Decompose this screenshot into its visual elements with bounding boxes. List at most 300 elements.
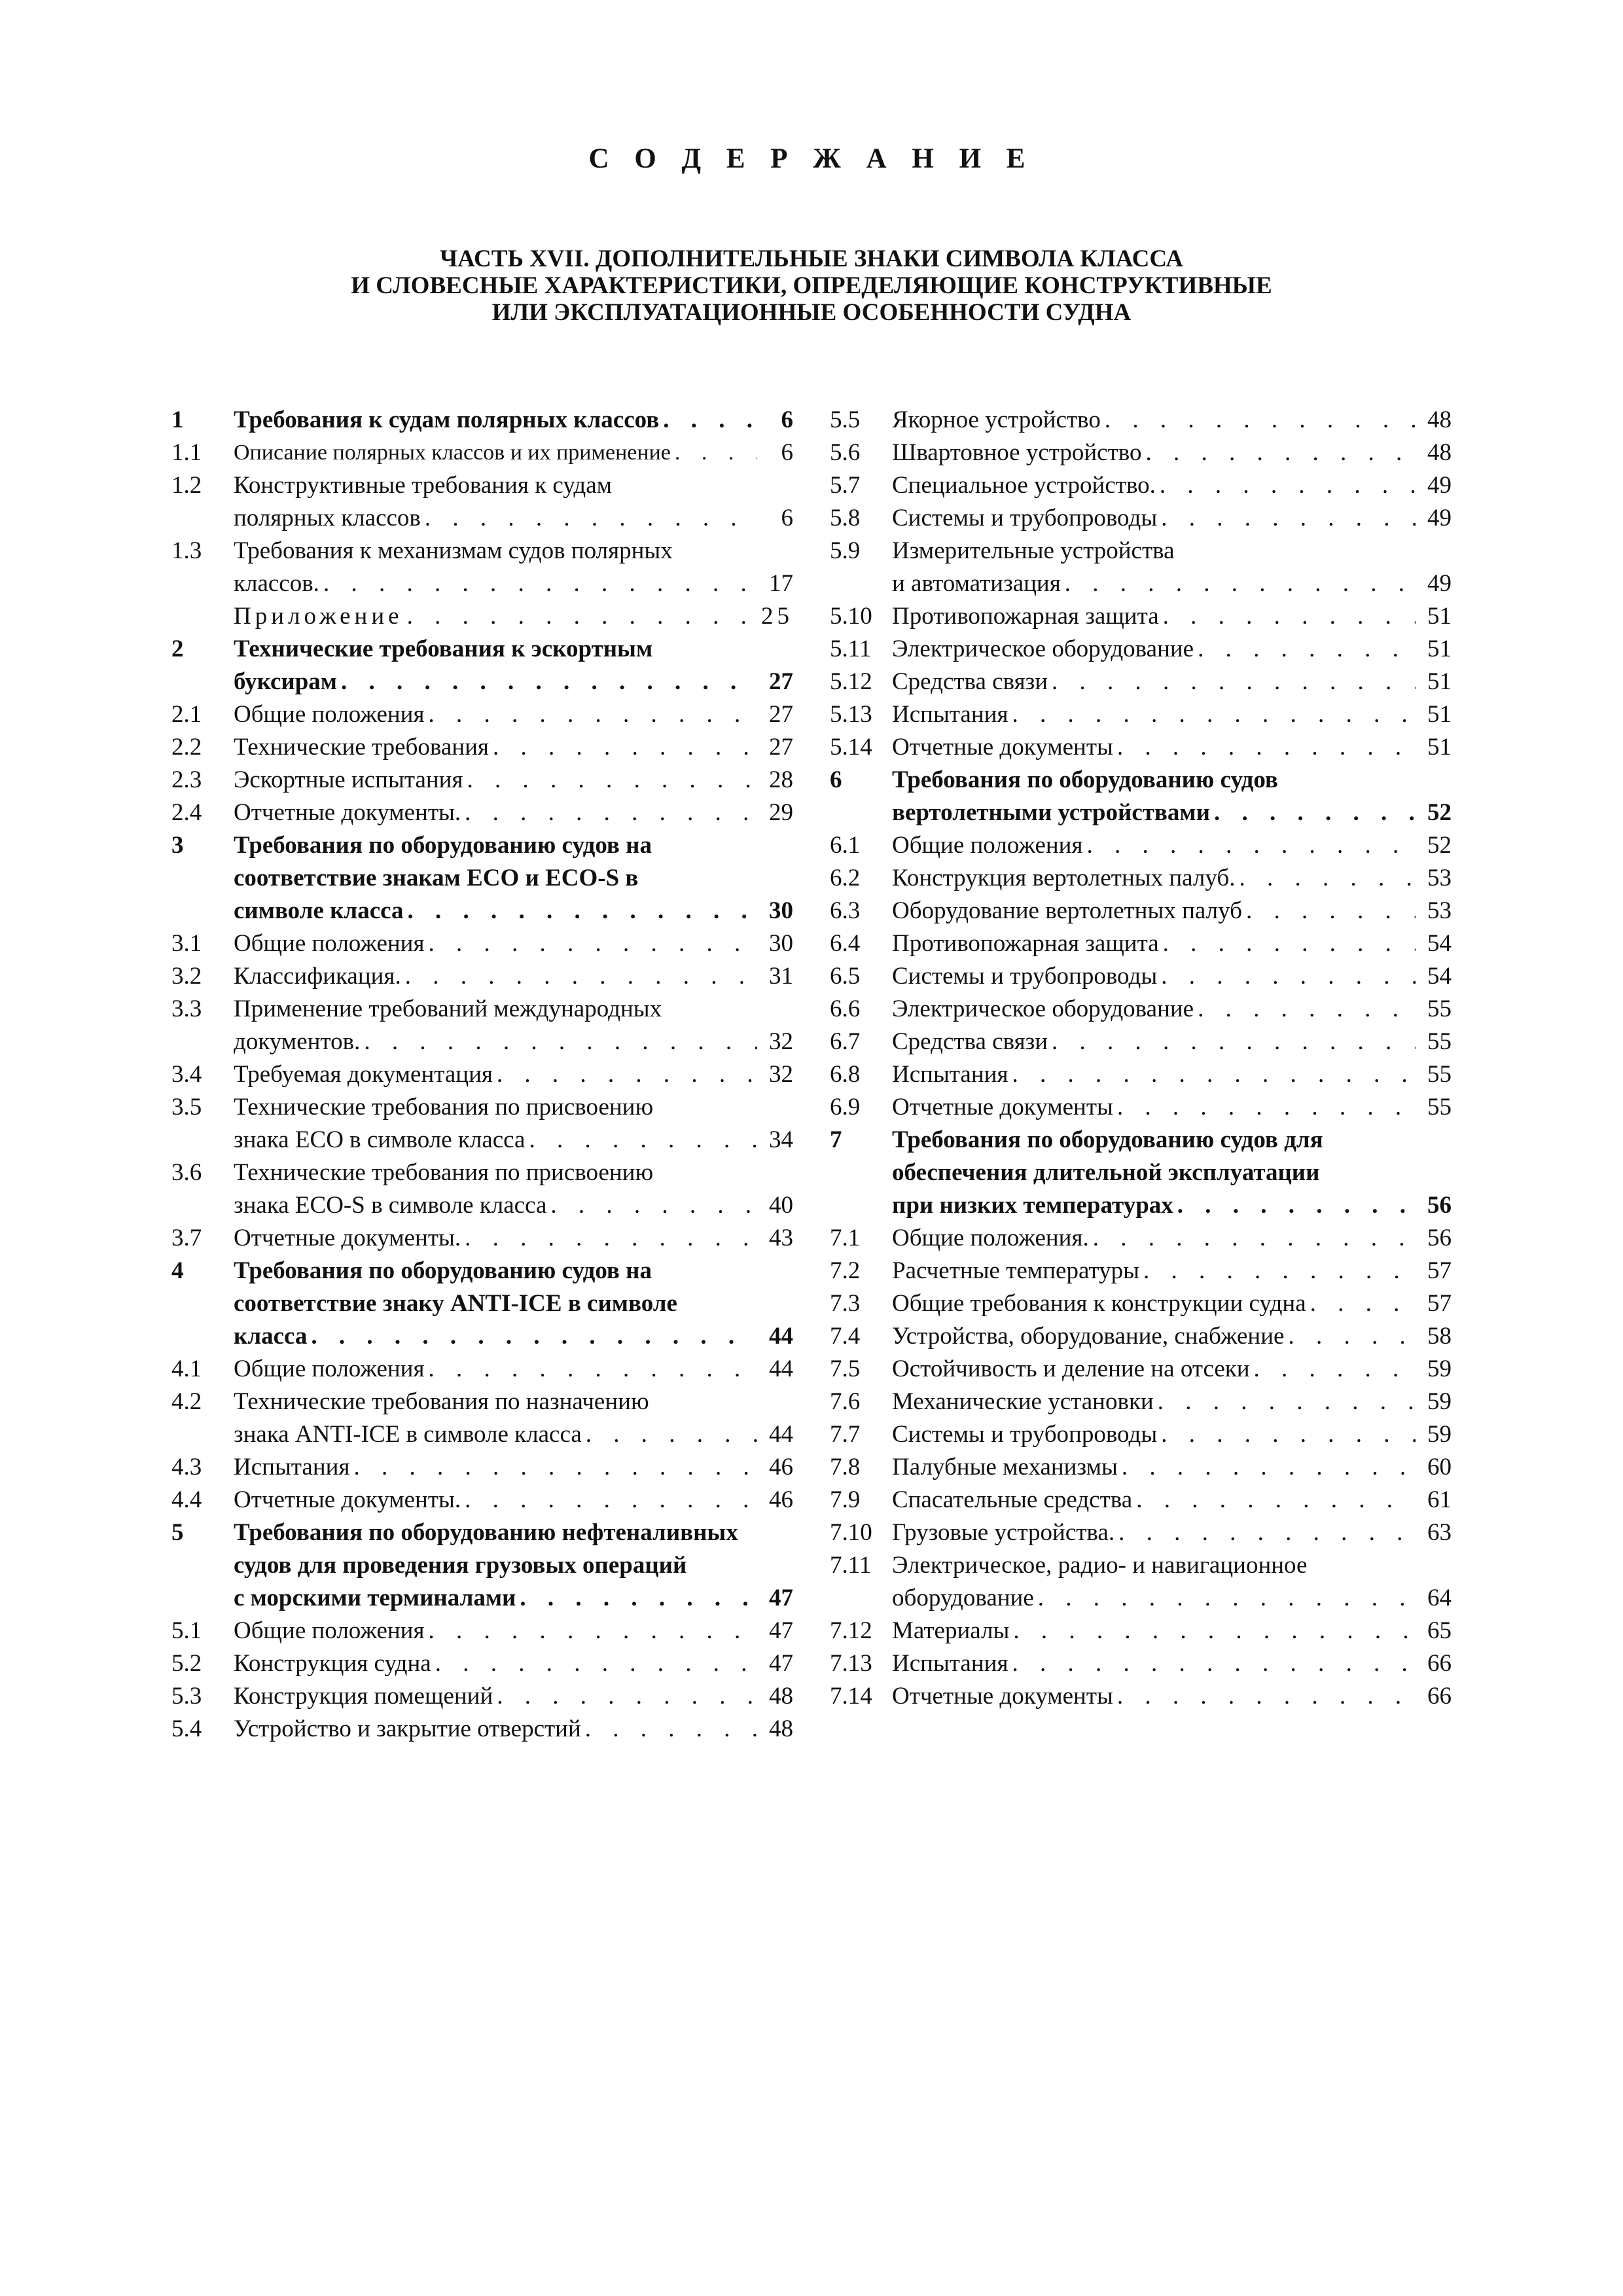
toc-entry-title: Конструктивные требования к судам <box>234 472 613 499</box>
toc-entry-title: Требования по оборудованию нефтеналивных <box>234 1519 738 1546</box>
toc-entry-title: Специальное устройство. <box>892 472 1156 499</box>
toc-entry-page: 32 <box>769 1028 793 1055</box>
toc-entry-title: Общие положения <box>234 1355 425 1382</box>
toc-entry[interactable] <box>830 437 1452 469</box>
toc-entry-page: 30 <box>769 897 793 924</box>
toc-entry[interactable] <box>830 1222 1452 1255</box>
toc-entry-title: Требования по оборудованию судов <box>892 766 1278 793</box>
toc-entry-number: 7.7 <box>830 1421 861 1448</box>
toc-dot-leader <box>1250 1353 1416 1386</box>
toc-dot-leader <box>493 1680 757 1713</box>
toc-entry-page: 47 <box>769 1650 793 1677</box>
toc-entry-title: Требования по оборудованию судов на <box>234 1257 652 1284</box>
toc-entry[interactable] <box>830 1680 1452 1713</box>
toc-entry-number: 6.6 <box>830 996 861 1022</box>
toc-entry-title: знака ECO в символе класса <box>234 1126 526 1153</box>
toc-entry-page: 55 <box>1427 1028 1452 1055</box>
toc-entry[interactable] <box>830 1320 1452 1353</box>
toc-entry-number: 5.12 <box>830 668 872 695</box>
toc-entry-title: Якорное устройство <box>892 406 1101 433</box>
toc-dot-leader <box>463 764 757 797</box>
toc-entry-page: 44 <box>769 1355 793 1382</box>
toc-entry-number: 3.7 <box>171 1225 202 1251</box>
toc-entry-title: Общие положения <box>234 930 425 957</box>
toc-dot-leader <box>671 437 757 469</box>
toc-entry[interactable] <box>171 1516 793 1615</box>
toc-entry-title: соответствие знакам ECO и ECO-S в <box>234 865 639 891</box>
toc-entry-page: 56 <box>1427 1192 1452 1219</box>
toc-entry-title: Конструкция судна <box>234 1650 431 1677</box>
toc-dot-leader <box>431 1647 757 1680</box>
toc-entry-title: Отчетные документы <box>892 1683 1113 1710</box>
toc-dot-leader <box>1159 927 1416 960</box>
toc-entry-number: 5.6 <box>830 439 861 466</box>
toc-dot-leader <box>307 1320 757 1353</box>
toc-dot-leader <box>525 1124 757 1157</box>
toc-entry-title: Противопожарная защита <box>892 603 1159 630</box>
toc-entry-title: Отчетные документы. <box>234 1225 461 1251</box>
toc-entry[interactable] <box>830 1353 1452 1386</box>
toc-entry-number: 2 <box>171 636 184 662</box>
toc-dot-leader <box>403 600 757 633</box>
toc-dot-leader <box>421 502 757 535</box>
toc-entry-number: 1.1 <box>171 439 202 466</box>
toc-dot-leader <box>1284 1320 1416 1353</box>
toc-entry-number: 6.5 <box>830 963 861 990</box>
toc-entry[interactable] <box>171 1680 793 1713</box>
toc-dot-leader <box>582 1418 757 1451</box>
toc-entry-title: Системы и трубопроводы <box>892 505 1158 531</box>
toc-entry-page: 51 <box>1427 734 1452 761</box>
toc-entry-page: 58 <box>1427 1323 1452 1350</box>
toc-entry[interactable] <box>830 862 1452 895</box>
toc-entry[interactable] <box>171 797 793 829</box>
toc-dot-leader <box>319 567 757 600</box>
toc-entry[interactable] <box>171 1647 793 1680</box>
toc-entry-title: судов для проведения грузовых операций <box>234 1552 687 1579</box>
toc-entry-page: 53 <box>1427 897 1452 924</box>
toc-entry-page: 65 <box>1427 1617 1452 1644</box>
toc-entry-title: Остойчивость и деление на отсеки <box>892 1355 1250 1382</box>
toc-entry-number: 7.2 <box>830 1257 861 1284</box>
toc-entry[interactable] <box>830 1418 1452 1451</box>
toc-entry-title: оборудование <box>892 1585 1034 1611</box>
toc-dot-leader <box>1115 1516 1416 1549</box>
toc-dot-leader <box>337 666 757 698</box>
toc-dot-leader <box>1194 993 1416 1026</box>
toc-dot-leader <box>1089 1222 1416 1255</box>
toc-entry-title: Технические требования к эскортным <box>234 636 653 662</box>
toc-entry-title: Средства связи <box>892 1028 1048 1055</box>
toc-entry-title: Электрическое оборудование <box>892 996 1194 1022</box>
toc-entry-number: 6.9 <box>830 1094 861 1121</box>
toc-entry-page: 55 <box>1427 996 1452 1022</box>
toc-entry-number: 5 <box>171 1519 184 1546</box>
toc-entry-title: Общие требования к конструкции судна <box>892 1290 1306 1317</box>
toc-entry-title: Конструкция помещений <box>234 1683 493 1710</box>
toc-entry[interactable] <box>830 1647 1452 1680</box>
toc-dot-leader <box>424 1615 757 1647</box>
toc-entry-title: Материалы <box>892 1617 1010 1644</box>
toc-entry-number: 5.4 <box>171 1715 202 1742</box>
toc-entry[interactable] <box>171 1451 793 1484</box>
toc-dot-leader <box>1141 437 1416 469</box>
toc-entry[interactable] <box>830 764 1452 829</box>
toc-entry[interactable] <box>171 927 793 960</box>
toc-dot-leader <box>1194 633 1416 666</box>
toc-entry-page: 27 <box>769 734 793 761</box>
toc-entry-title: Оборудование вертолетных палуб <box>892 897 1242 924</box>
toc-entry-number: 2.4 <box>171 799 202 826</box>
toc-entry[interactable] <box>830 1386 1452 1418</box>
toc-entry[interactable] <box>830 469 1452 502</box>
toc-entry[interactable] <box>171 1484 793 1516</box>
toc-entry-title: Общие положения <box>234 701 425 728</box>
toc-entry-title: Механические установки <box>892 1388 1154 1415</box>
toc-entry[interactable] <box>171 698 793 731</box>
toc-entry[interactable] <box>171 1222 793 1255</box>
toc-entry-page: 60 <box>1427 1454 1452 1480</box>
toc-entry-title: знака ANTI-ICE в символе класса <box>234 1421 582 1448</box>
toc-entry[interactable] <box>830 698 1452 731</box>
toc-entry-page: 51 <box>1427 668 1452 695</box>
toc-entry-title: вертолетными устройствами <box>892 799 1210 826</box>
toc-entry-number: 5.3 <box>171 1683 202 1710</box>
toc-entry-number: 5.1 <box>171 1617 202 1644</box>
toc-entry-title: Требуемая документация <box>234 1061 493 1088</box>
toc-entry-number: 5.10 <box>830 603 872 630</box>
toc-dot-leader <box>1306 1287 1416 1320</box>
toc-entry[interactable] <box>830 1026 1452 1058</box>
toc-entry[interactable] <box>830 895 1452 927</box>
toc-entry-page: 59 <box>1427 1355 1452 1382</box>
toc-entry-page: 46 <box>769 1454 793 1480</box>
toc-entry-number: 6.1 <box>830 832 861 859</box>
toc-column-left <box>171 404 793 1746</box>
toc-entry-page: 17 <box>769 570 793 597</box>
toc-entry[interactable] <box>171 1157 793 1222</box>
toc-entry-page: 48 <box>1427 406 1452 433</box>
toc-entry-page: 51 <box>1427 636 1452 662</box>
toc-dot-leader <box>401 960 757 993</box>
toc-entry-number: 4 <box>171 1257 184 1284</box>
toc-entry[interactable] <box>830 927 1452 960</box>
toc-entry[interactable] <box>830 535 1452 600</box>
toc-entry-number: 2.3 <box>171 766 202 793</box>
toc-entry-page: 57 <box>1427 1290 1452 1317</box>
toc-entry-number: 7.9 <box>830 1486 861 1513</box>
toc-entry-page: 49 <box>1427 505 1452 531</box>
toc-entry-page: 27 <box>769 668 793 695</box>
toc-entry-number: 5.8 <box>830 505 861 531</box>
toc-dot-leader <box>1157 502 1416 535</box>
toc-dot-leader <box>1210 797 1416 829</box>
toc-entry[interactable] <box>830 502 1452 535</box>
toc-entry-page: 6 <box>781 439 793 466</box>
toc-entry-page: 28 <box>769 766 793 793</box>
toc-entry[interactable] <box>171 469 793 535</box>
toc-entry[interactable] <box>171 535 793 600</box>
toc-entry[interactable] <box>830 404 1452 437</box>
toc-entry-page: 55 <box>1427 1094 1452 1121</box>
toc-entry[interactable] <box>830 633 1452 666</box>
toc-entry-number: 5.5 <box>830 406 861 433</box>
toc-dot-leader <box>493 1058 757 1091</box>
toc-entry[interactable] <box>830 1091 1452 1124</box>
toc-entry-title: Требования к механизмам судов полярных <box>234 537 673 564</box>
toc-entry-number: 5.9 <box>830 537 861 564</box>
toc-entry-page: 43 <box>769 1225 793 1251</box>
toc-entry-page: 56 <box>1427 1225 1452 1251</box>
toc-dot-leader <box>424 1353 757 1386</box>
toc-entry-page: 47 <box>769 1617 793 1644</box>
toc-dot-leader <box>1242 895 1416 927</box>
toc-dot-leader <box>1236 862 1416 895</box>
toc-entry-title: Отчетные документы. <box>234 1486 461 1513</box>
toc-dot-leader <box>1008 1647 1416 1680</box>
toc-entry-page: 59 <box>1427 1421 1452 1448</box>
toc-dot-leader <box>404 895 758 927</box>
toc-entry-number: 3.3 <box>171 996 202 1022</box>
toc-entry[interactable] <box>830 1484 1452 1516</box>
toc-entry-number: 3.5 <box>171 1094 202 1121</box>
toc-entry-title: Требования по оборудованию судов на <box>234 832 652 859</box>
toc-entry-number: 4.3 <box>171 1454 202 1480</box>
toc-entry-number: 6.2 <box>830 865 861 891</box>
toc-entry-number: 7.10 <box>830 1519 872 1546</box>
toc-entry-number: 1 <box>171 406 184 433</box>
toc-entry-page: 52 <box>1427 799 1452 826</box>
toc-entry-number: 2.2 <box>171 734 202 761</box>
toc-dot-leader <box>489 731 757 764</box>
toc-dot-leader <box>1061 567 1416 600</box>
toc-entry-number: 7.3 <box>830 1290 861 1317</box>
toc-dot-leader <box>461 1222 757 1255</box>
toc-entry-title: Отчетные документы <box>892 1094 1113 1121</box>
toc-entry-title: с морскими терминалами <box>234 1585 516 1611</box>
toc-entry[interactable] <box>171 764 793 797</box>
toc-entry-page: 25 <box>761 603 793 630</box>
toc-entry[interactable] <box>171 1386 793 1451</box>
toc-dot-leader <box>424 927 757 960</box>
toc-entry-title: и автоматизация <box>892 570 1061 597</box>
toc-entry-page: 40 <box>769 1192 793 1219</box>
toc-entry[interactable] <box>171 829 793 927</box>
toc-dot-leader <box>1113 1091 1416 1124</box>
toc-entry-page: 54 <box>1427 930 1452 957</box>
toc-dot-leader <box>1132 1484 1416 1516</box>
toc-entry-page: 31 <box>769 963 793 990</box>
toc-entry[interactable] <box>830 1516 1452 1549</box>
toc-entry-page: 51 <box>1427 603 1452 630</box>
toc-entry-number: 3.6 <box>171 1159 202 1186</box>
toc-entry-title: полярных классов <box>234 505 421 531</box>
toc-entry-number: 4.4 <box>171 1486 202 1513</box>
toc-entry-number: 3.1 <box>171 930 202 957</box>
toc-entry-number: 7.6 <box>830 1388 861 1415</box>
toc-dot-leader <box>1008 698 1416 731</box>
part-heading-line: ЧАСТЬ XVII. ДОПОЛНИТЕЛЬНЫЕ ЗНАКИ СИМВОЛА КЛАССА <box>440 245 1183 272</box>
toc-entry-title: Устройства, оборудование, снабжение <box>892 1323 1285 1350</box>
toc-dot-leader <box>1113 1680 1416 1713</box>
toc-entry-title: Грузовые устройства. <box>892 1519 1115 1546</box>
toc-entry-page: 6 <box>781 406 793 433</box>
toc-entry[interactable] <box>171 1615 793 1647</box>
toc-entry-number: 7.11 <box>830 1552 872 1579</box>
toc-entry-title: Средства связи <box>892 668 1048 695</box>
toc-dot-leader <box>546 1189 757 1222</box>
toc-entry[interactable] <box>171 1353 793 1386</box>
toc-dot-leader <box>1157 1418 1416 1451</box>
toc-entry-number: 3 <box>171 832 184 859</box>
toc-entry-title: Расчетные температуры <box>892 1257 1139 1284</box>
toc-entry-title: Испытания <box>892 701 1008 728</box>
toc-entry-number: 6 <box>830 766 842 793</box>
toc-entry[interactable] <box>171 633 793 698</box>
toc-entry-title: Испытания <box>892 1650 1008 1677</box>
toc-entry-title: Швартовное устройство <box>892 439 1142 466</box>
toc-dot-leader <box>424 698 757 731</box>
toc-entry[interactable] <box>830 600 1452 633</box>
toc-dot-leader <box>1113 731 1416 764</box>
toc-entry[interactable] <box>830 1615 1452 1647</box>
toc-entry-page: 32 <box>769 1061 793 1088</box>
toc-entry-number: 5.11 <box>830 636 872 662</box>
toc-entry-title: Отчетные документы <box>892 734 1113 761</box>
toc-entry-page: 64 <box>1427 1585 1452 1611</box>
part-heading <box>0 245 1623 326</box>
toc-entry-page: 66 <box>1427 1683 1452 1710</box>
toc-entry-title: Устройство и закрытие отверстий <box>234 1715 581 1742</box>
toc-entry-number: 7.12 <box>830 1617 872 1644</box>
toc-entry-title: Электрическое, радио- и навигационное <box>892 1552 1308 1579</box>
toc-entry[interactable] <box>171 1255 793 1353</box>
toc-entry-title: Применение требований международных <box>234 996 662 1022</box>
toc-dot-leader <box>1157 960 1416 993</box>
toc-entry-number: 7.5 <box>830 1355 861 1382</box>
toc-entry-number: 4.2 <box>171 1388 202 1415</box>
toc-entry-page: 49 <box>1427 570 1452 597</box>
toc-entry-number: 7.14 <box>830 1683 872 1710</box>
toc-entry-title: документов. <box>234 1028 361 1055</box>
toc-entry-page: 48 <box>1427 439 1452 466</box>
toc-entry-title: Описание полярных классов и их применение <box>234 440 671 465</box>
toc-entry-number: 7.13 <box>830 1650 872 1677</box>
toc-column-right <box>830 404 1452 1713</box>
toc-dot-leader <box>1139 1255 1416 1287</box>
toc-entry-page: 6 <box>781 505 793 531</box>
toc-entry-number: 5.13 <box>830 701 872 728</box>
toc-dot-leader <box>1048 666 1416 698</box>
toc-entry-number: 7.8 <box>830 1454 861 1480</box>
toc-entry-page: 59 <box>1427 1388 1452 1415</box>
toc-entry[interactable] <box>830 1124 1452 1222</box>
toc-entry-title: класса <box>234 1323 308 1350</box>
toc-entry-number: 3.2 <box>171 963 202 990</box>
toc-entry[interactable] <box>830 960 1452 993</box>
toc-entry-title: знака ECO-S в символе класса <box>234 1192 547 1219</box>
page-title: С О Д Е Р Ж А Н И Е <box>588 143 1035 174</box>
toc-entry-title: Общие положения <box>892 832 1083 859</box>
toc-entry-number: 6.4 <box>830 930 861 957</box>
toc-entry[interactable] <box>171 600 793 633</box>
toc-entry-number: 3.4 <box>171 1061 202 1088</box>
toc-entry-page: 27 <box>769 701 793 728</box>
toc-entry-number: 5.2 <box>171 1650 202 1677</box>
toc-entry-number: 6.7 <box>830 1028 861 1055</box>
toc-entry[interactable] <box>171 437 793 469</box>
toc-entry[interactable] <box>830 1255 1452 1287</box>
toc-entry[interactable] <box>830 666 1452 698</box>
toc-dot-leader <box>461 797 757 829</box>
toc-entry-title: Испытания <box>892 1061 1008 1088</box>
toc-entry-title: классов. <box>234 570 319 597</box>
toc-dot-leader <box>1156 469 1416 502</box>
toc-entry-page: 55 <box>1427 1061 1452 1088</box>
toc-entry[interactable] <box>171 404 793 437</box>
toc-entry-page: 54 <box>1427 963 1452 990</box>
toc-entry-title: Требования к судам полярных классов <box>234 406 660 433</box>
toc-dot-leader <box>349 1451 757 1484</box>
toc-entry[interactable] <box>830 731 1452 764</box>
toc-entry-page: 46 <box>769 1486 793 1513</box>
toc-dot-leader <box>1159 600 1416 633</box>
toc-entry-title: Палубные механизмы <box>892 1454 1118 1480</box>
toc-entry[interactable] <box>171 731 793 764</box>
toc-entry[interactable] <box>830 1287 1452 1320</box>
toc-entry-title: Спасательные средства <box>892 1486 1133 1513</box>
toc-entry[interactable] <box>171 1091 793 1157</box>
toc-entry[interactable] <box>171 960 793 993</box>
toc-entry-page: 44 <box>769 1421 793 1448</box>
toc-entry-title: Требования по оборудованию судов для <box>892 1126 1323 1153</box>
toc-entry-page: 61 <box>1427 1486 1452 1513</box>
toc-entry[interactable] <box>830 1549 1452 1615</box>
toc-entry-number: 2.1 <box>171 701 202 728</box>
toc-entry-number: 5.7 <box>830 472 861 499</box>
toc-dot-leader <box>581 1713 757 1746</box>
toc-entry-title: Общие положения. <box>892 1225 1089 1251</box>
toc-entry[interactable] <box>171 993 793 1058</box>
toc-entry-title: Электрическое оборудование <box>892 636 1194 662</box>
toc-entry-title: Приложение <box>234 603 403 630</box>
toc-entry-title: символе класса <box>234 897 404 924</box>
toc-entry-page: 30 <box>769 930 793 957</box>
toc-entry-title: Технические требования <box>234 734 489 761</box>
toc-dot-leader <box>1082 829 1416 862</box>
toc-dot-leader <box>1118 1451 1416 1484</box>
toc-entry[interactable] <box>171 1058 793 1091</box>
toc-entry-page: 34 <box>769 1126 793 1153</box>
toc-entry[interactable] <box>830 1451 1452 1484</box>
toc-entry-title: Технические требования по присвоению <box>234 1094 654 1121</box>
toc-entry-title: Системы и трубопроводы <box>892 1421 1158 1448</box>
toc-entry[interactable] <box>830 829 1452 862</box>
toc-entry[interactable] <box>171 1713 793 1746</box>
toc-entry-title: соответствие знаку ANTI-ICE в символе <box>234 1290 677 1317</box>
toc-entry-page: 63 <box>1427 1519 1452 1546</box>
part-heading-line: ИЛИ ЭКСПЛУАТАЦИОННЫЕ ОСОБЕННОСТИ СУДНА <box>491 299 1132 326</box>
toc-dot-leader <box>461 1484 757 1516</box>
part-heading-line: И СЛОВЕСНЫЕ ХАРАКТЕРИСТИКИ, ОПРЕДЕЛЯЮЩИЕ КОНСТРУКТИВНЫЕ <box>351 272 1272 299</box>
toc-entry[interactable] <box>830 993 1452 1026</box>
toc-entry-number: 1.2 <box>171 472 202 499</box>
toc-dot-leader <box>1009 1615 1416 1647</box>
toc-entry-page: 52 <box>1427 832 1452 859</box>
toc-entry-title: обеспечения длительной эксплуатации <box>892 1159 1320 1186</box>
toc-entry[interactable] <box>830 1058 1452 1091</box>
toc-entry-page: 44 <box>769 1323 793 1350</box>
